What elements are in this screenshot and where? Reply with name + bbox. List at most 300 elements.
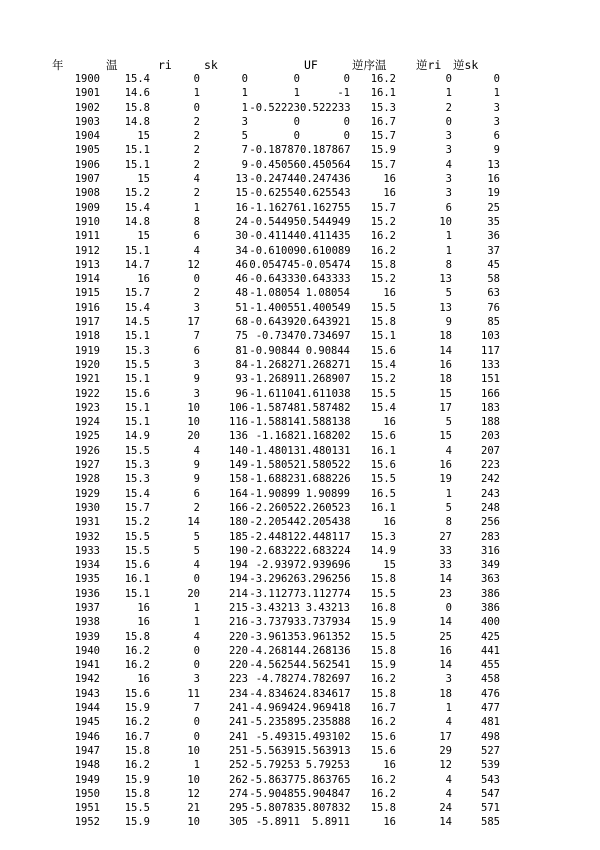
- rev-sk-cell: 316: [481, 544, 500, 557]
- uf-cell: 0: [293, 130, 300, 143]
- temp-cell: 15.4: [124, 201, 150, 214]
- rev-temp-cell: 15.6: [370, 730, 396, 743]
- temp-cell: 16: [137, 673, 150, 686]
- uf-inv-cell: 3.43213: [305, 601, 350, 614]
- ri-cell: 0: [193, 716, 200, 729]
- temp-cell: 15.1: [124, 401, 150, 414]
- ri-cell: 1: [193, 201, 200, 214]
- uf-cell: -4.83462: [249, 687, 300, 700]
- uf-inv-cell: 2.448117: [300, 530, 351, 543]
- year-cell: 1947: [74, 744, 100, 757]
- rev-sk-cell: 117: [481, 344, 500, 357]
- header-rev-temp: 逆序温: [352, 58, 387, 72]
- rev-sk-cell: 13: [487, 158, 500, 171]
- table-row: [0, 487, 600, 501]
- rev-sk-cell: 45: [487, 258, 500, 271]
- rev-sk-cell: 425: [481, 630, 500, 643]
- table-row: [0, 229, 600, 243]
- rev-sk-cell: 19: [487, 187, 500, 200]
- uf-inv-cell: 0.411435: [300, 230, 351, 243]
- uf-inv-cell: 0: [343, 115, 350, 128]
- table-row: [0, 773, 600, 787]
- year-cell: 1923: [74, 401, 100, 414]
- rev-temp-cell: 16: [383, 416, 396, 429]
- uf-inv-cell: 0.90844: [305, 344, 350, 357]
- uf-inv-cell: 5.235888: [300, 716, 351, 729]
- ri-cell: 6: [193, 344, 200, 357]
- sk-cell: 164: [229, 487, 248, 500]
- sk-cell: 16: [235, 201, 248, 214]
- data-table: [0, 72, 600, 830]
- rev-sk-cell: 283: [481, 530, 500, 543]
- rev-sk-cell: 188: [481, 416, 500, 429]
- table-row: [0, 601, 600, 615]
- uf-cell: -3.73793: [249, 616, 300, 629]
- temp-cell: 15.8: [124, 101, 150, 114]
- ri-cell: 3: [193, 387, 200, 400]
- rev-ri-cell: 0: [445, 115, 452, 128]
- rev-sk-cell: 25: [487, 201, 500, 214]
- sk-cell: 3: [241, 115, 248, 128]
- year-cell: 1912: [74, 244, 100, 257]
- sk-cell: 30: [235, 230, 248, 243]
- sk-cell: 194: [229, 573, 248, 586]
- uf-cell: -1.58052: [249, 459, 300, 472]
- rev-temp-cell: 16.1: [370, 444, 396, 457]
- uf-inv-cell: 1.168202: [300, 430, 351, 443]
- rev-ri-cell: 16: [439, 644, 452, 657]
- year-cell: 1932: [74, 530, 100, 543]
- uf-inv-cell: 1.588138: [300, 416, 351, 429]
- rev-temp-cell: 16: [383, 187, 396, 200]
- rev-ri-cell: 3: [445, 187, 452, 200]
- ri-cell: 17: [187, 316, 200, 329]
- table-row: [0, 258, 600, 272]
- sk-cell: 215: [229, 601, 248, 614]
- rev-temp-cell: 16.2: [370, 787, 396, 800]
- rev-sk-cell: 1: [493, 87, 500, 100]
- rev-sk-cell: 223: [481, 459, 500, 472]
- table-row: [0, 172, 600, 186]
- year-cell: 1904: [74, 130, 100, 143]
- year-cell: 1937: [74, 601, 100, 614]
- year-cell: 1908: [74, 187, 100, 200]
- rev-ri-cell: 10: [439, 215, 452, 228]
- table-row: [0, 344, 600, 358]
- rev-sk-cell: 16: [487, 173, 500, 186]
- rev-temp-cell: 15.9: [370, 659, 396, 672]
- temp-cell: 15.7: [124, 287, 150, 300]
- rev-temp-cell: 15.6: [370, 344, 396, 357]
- uf-inv-cell: 2.260523: [300, 501, 351, 514]
- sk-cell: 295: [229, 802, 248, 815]
- uf-cell: -3.96135: [249, 630, 300, 643]
- ri-cell: 10: [187, 816, 200, 829]
- rev-sk-cell: 0: [493, 73, 500, 85]
- sk-cell: 166: [229, 501, 248, 514]
- uf-cell: -1.26891: [249, 373, 300, 386]
- rev-ri-cell: 17: [439, 401, 452, 414]
- sk-cell: 46: [235, 273, 248, 286]
- temp-cell: 15.4: [124, 73, 150, 85]
- rev-ri-cell: 8: [445, 258, 452, 271]
- uf-cell: -1.40055: [249, 301, 300, 314]
- rev-temp-cell: 16.8: [370, 601, 396, 614]
- temp-cell: 15: [137, 130, 150, 143]
- rev-temp-cell: 16.7: [370, 702, 396, 715]
- rev-ri-cell: 18: [439, 687, 452, 700]
- temp-cell: 15.8: [124, 744, 150, 757]
- table-row: [0, 315, 600, 329]
- year-cell: 1920: [74, 358, 100, 371]
- temp-cell: 16.2: [124, 659, 150, 672]
- uf-cell: -4.26814: [249, 644, 300, 657]
- rev-ri-cell: 4: [445, 444, 452, 457]
- uf-inv-cell: 0: [343, 73, 350, 85]
- uf-inv-cell: 4.562541: [300, 659, 351, 672]
- uf-cell: -1.90899: [249, 487, 300, 500]
- sk-cell: 0: [241, 73, 248, 85]
- sk-cell: 216: [229, 616, 248, 629]
- rev-temp-cell: 15.8: [370, 258, 396, 271]
- ri-cell: 20: [187, 430, 200, 443]
- temp-cell: 15.8: [124, 630, 150, 643]
- rev-ri-cell: 1: [445, 87, 452, 100]
- sk-cell: 180: [229, 516, 248, 529]
- temp-cell: 16.7: [124, 730, 150, 743]
- uf-cell: -5.23589: [249, 716, 300, 729]
- rev-temp-cell: 15.5: [370, 587, 396, 600]
- rev-sk-cell: 166: [481, 387, 500, 400]
- table-row: [0, 401, 600, 415]
- rev-temp-cell: 15.5: [370, 387, 396, 400]
- sk-cell: 241: [229, 730, 248, 743]
- temp-cell: 16.2: [124, 759, 150, 772]
- year-cell: 1911: [74, 230, 100, 243]
- uf-inv-cell: -1: [337, 87, 350, 100]
- sk-cell: 214: [229, 587, 248, 600]
- uf-inv-cell: 3.961352: [300, 630, 351, 643]
- temp-cell: 15.5: [124, 802, 150, 815]
- year-cell: 1926: [74, 444, 100, 457]
- rev-ri-cell: 12: [439, 759, 452, 772]
- rev-sk-cell: 58: [487, 273, 500, 286]
- rev-temp-cell: 15.3: [370, 530, 396, 543]
- sk-cell: 96: [235, 387, 248, 400]
- table-row: [0, 272, 600, 286]
- temp-cell: 14.9: [124, 430, 150, 443]
- rev-ri-cell: 5: [445, 287, 452, 300]
- temp-cell: 15.5: [124, 444, 150, 457]
- sk-cell: 9: [241, 158, 248, 171]
- uf-cell: -1.58748: [249, 401, 300, 414]
- rev-ri-cell: 15: [439, 430, 452, 443]
- temp-cell: 15.1: [124, 144, 150, 157]
- year-cell: 1952: [74, 816, 100, 829]
- rev-sk-cell: 539: [481, 759, 500, 772]
- sk-cell: 241: [229, 702, 248, 715]
- sk-cell: 149: [229, 459, 248, 472]
- uf-inv-cell: -0.05474: [300, 258, 351, 271]
- year-cell: 1915: [74, 287, 100, 300]
- table-row: [0, 544, 600, 558]
- table-row: [0, 115, 600, 129]
- rev-ri-cell: 24: [439, 802, 452, 815]
- rev-ri-cell: 3: [445, 144, 452, 157]
- table-row: [0, 615, 600, 629]
- rev-temp-cell: 15.3: [370, 101, 396, 114]
- rev-ri-cell: 25: [439, 630, 452, 643]
- temp-cell: 14.6: [124, 87, 150, 100]
- header-temp: 温: [106, 58, 118, 72]
- rev-ri-cell: 1: [445, 487, 452, 500]
- uf-cell: -5.86377: [249, 773, 300, 786]
- uf-cell: -0.41144: [249, 230, 300, 243]
- year-cell: 1944: [74, 702, 100, 715]
- rev-temp-cell: 15.7: [370, 201, 396, 214]
- year-cell: 1909: [74, 201, 100, 214]
- table-row: [0, 758, 600, 772]
- table-row: [0, 644, 600, 658]
- ri-cell: 7: [193, 702, 200, 715]
- rev-temp-cell: 16: [383, 759, 396, 772]
- ri-cell: 4: [193, 444, 200, 457]
- rev-ri-cell: 14: [439, 659, 452, 672]
- uf-cell: -1.26827: [249, 358, 300, 371]
- year-cell: 1951: [74, 802, 100, 815]
- rev-sk-cell: 151: [481, 373, 500, 386]
- temp-cell: 15.8: [124, 787, 150, 800]
- temp-cell: 16.1: [124, 573, 150, 586]
- rev-temp-cell: 16.2: [370, 773, 396, 786]
- rev-sk-cell: 349: [481, 559, 500, 572]
- rev-temp-cell: 15.8: [370, 687, 396, 700]
- rev-temp-cell: 15.2: [370, 215, 396, 228]
- uf-inv-cell: 1.162755: [300, 201, 351, 214]
- uf-cell: -0.24744: [249, 173, 300, 186]
- rev-temp-cell: 15.5: [370, 630, 396, 643]
- year-cell: 1900: [74, 73, 100, 85]
- table-row: [0, 515, 600, 529]
- uf-cell: 1: [293, 87, 300, 100]
- sk-cell: 81: [235, 344, 248, 357]
- table-row: [0, 244, 600, 258]
- rev-temp-cell: 16: [383, 516, 396, 529]
- year-cell: 1913: [74, 258, 100, 271]
- uf-cell: 0: [293, 73, 300, 85]
- rev-sk-cell: 183: [481, 401, 500, 414]
- year-cell: 1906: [74, 158, 100, 171]
- table-row: [0, 429, 600, 443]
- temp-cell: 14.5: [124, 316, 150, 329]
- rev-sk-cell: 243: [481, 487, 500, 500]
- year-cell: 1928: [74, 473, 100, 486]
- rev-ri-cell: 17: [439, 730, 452, 743]
- rev-temp-cell: 16.1: [370, 87, 396, 100]
- rev-temp-cell: 14.9: [370, 544, 396, 557]
- year-cell: 1917: [74, 316, 100, 329]
- uf-cell: -5.8911: [255, 816, 300, 829]
- sk-cell: 190: [229, 544, 248, 557]
- uf-inv-cell: 0.610089: [300, 244, 351, 257]
- ri-cell: 0: [193, 644, 200, 657]
- rev-ri-cell: 5: [445, 416, 452, 429]
- table-row: [0, 358, 600, 372]
- rev-sk-cell: 481: [481, 716, 500, 729]
- ri-cell: 9: [193, 373, 200, 386]
- rev-sk-cell: 386: [481, 601, 500, 614]
- year-cell: 1905: [74, 144, 100, 157]
- table-row: [0, 787, 600, 801]
- table-row: [0, 815, 600, 829]
- table-row: [0, 630, 600, 644]
- year-cell: 1921: [74, 373, 100, 386]
- temp-cell: 15.3: [124, 344, 150, 357]
- rev-sk-cell: 386: [481, 587, 500, 600]
- year-cell: 1903: [74, 115, 100, 128]
- rev-ri-cell: 1: [445, 702, 452, 715]
- uf-inv-cell: 0.643921: [300, 316, 351, 329]
- uf-cell: -0.45056: [249, 158, 300, 171]
- ri-cell: 0: [193, 659, 200, 672]
- rev-ri-cell: 8: [445, 516, 452, 529]
- sk-cell: 48: [235, 287, 248, 300]
- uf-cell: -1.08054: [249, 287, 300, 300]
- rev-sk-cell: 63: [487, 287, 500, 300]
- ri-cell: 21: [187, 802, 200, 815]
- table-row: [0, 372, 600, 386]
- sk-cell: 106: [229, 401, 248, 414]
- ri-cell: 4: [193, 559, 200, 572]
- ri-cell: 10: [187, 401, 200, 414]
- uf-cell: -4.56254: [249, 659, 300, 672]
- uf-cell: -5.4931: [255, 730, 300, 743]
- table-row: [0, 672, 600, 686]
- sk-cell: 7: [241, 144, 248, 157]
- rev-temp-cell: 15.9: [370, 616, 396, 629]
- rev-ri-cell: 14: [439, 573, 452, 586]
- uf-cell: -0.52223: [249, 101, 300, 114]
- sk-cell: 1: [241, 101, 248, 114]
- sk-cell: 223: [229, 673, 248, 686]
- ri-cell: 2: [193, 501, 200, 514]
- uf-inv-cell: 0.734697: [300, 330, 351, 343]
- rev-sk-cell: 37: [487, 244, 500, 257]
- table-row: [0, 744, 600, 758]
- uf-cell: -1.48013: [249, 444, 300, 457]
- rev-ri-cell: 16: [439, 358, 452, 371]
- uf-cell: -1.68823: [249, 473, 300, 486]
- temp-cell: 15.1: [124, 416, 150, 429]
- temp-cell: 16.2: [124, 644, 150, 657]
- year-cell: 1939: [74, 630, 100, 643]
- rev-sk-cell: 458: [481, 673, 500, 686]
- uf-inv-cell: 5.807832: [300, 802, 351, 815]
- uf-cell: -1.16276: [249, 201, 300, 214]
- rev-temp-cell: 16.2: [370, 73, 396, 85]
- ri-cell: 0: [193, 73, 200, 85]
- table-row: [0, 558, 600, 572]
- rev-temp-cell: 16.2: [370, 244, 396, 257]
- ri-cell: 3: [193, 301, 200, 314]
- sk-cell: 305: [229, 816, 248, 829]
- uf-inv-cell: 5.863765: [300, 773, 351, 786]
- year-cell: 1910: [74, 215, 100, 228]
- year-cell: 1902: [74, 101, 100, 114]
- table-row: [0, 472, 600, 486]
- rev-temp-cell: 15: [383, 559, 396, 572]
- uf-cell: -0.90844: [249, 344, 300, 357]
- ri-cell: 12: [187, 787, 200, 800]
- uf-inv-cell: 3.296256: [300, 573, 351, 586]
- rev-sk-cell: 256: [481, 516, 500, 529]
- sk-cell: 5: [241, 130, 248, 143]
- rev-sk-cell: 76: [487, 301, 500, 314]
- rev-temp-cell: 15.8: [370, 644, 396, 657]
- rev-ri-cell: 27: [439, 530, 452, 543]
- rev-ri-cell: 13: [439, 273, 452, 286]
- temp-cell: 14.7: [124, 258, 150, 271]
- year-cell: 1916: [74, 301, 100, 314]
- uf-inv-cell: 1.400549: [300, 301, 351, 314]
- table-row: [0, 458, 600, 472]
- temp-cell: 16: [137, 601, 150, 614]
- sk-cell: 13: [235, 173, 248, 186]
- rev-temp-cell: 16.2: [370, 230, 396, 243]
- rev-ri-cell: 4: [445, 158, 452, 171]
- rev-ri-cell: 0: [445, 73, 452, 85]
- rev-ri-cell: 14: [439, 616, 452, 629]
- table-row: [0, 572, 600, 586]
- rev-temp-cell: 16.1: [370, 501, 396, 514]
- uf-cell: -2.9397: [255, 559, 300, 572]
- uf-inv-cell: 0.544949: [300, 215, 351, 228]
- rev-sk-cell: 547: [481, 787, 500, 800]
- table-row: [0, 215, 600, 229]
- temp-cell: 15.4: [124, 487, 150, 500]
- rev-sk-cell: 36: [487, 230, 500, 243]
- rev-ri-cell: 33: [439, 559, 452, 572]
- ri-cell: 10: [187, 773, 200, 786]
- year-cell: 1950: [74, 787, 100, 800]
- uf-inv-cell: 5.904847: [300, 787, 351, 800]
- sk-cell: 1: [241, 87, 248, 100]
- rev-ri-cell: 33: [439, 544, 452, 557]
- sk-cell: 51: [235, 301, 248, 314]
- table-row: [0, 687, 600, 701]
- uf-inv-cell: 3.737934: [300, 616, 351, 629]
- rev-sk-cell: 527: [481, 744, 500, 757]
- rev-ri-cell: 13: [439, 301, 452, 314]
- rev-sk-cell: 103: [481, 330, 500, 343]
- table-row: [0, 415, 600, 429]
- year-cell: 1946: [74, 730, 100, 743]
- ri-cell: 0: [193, 573, 200, 586]
- table-row: [0, 101, 600, 115]
- year-cell: 1930: [74, 501, 100, 514]
- rev-sk-cell: 477: [481, 702, 500, 715]
- table-row: [0, 143, 600, 157]
- uf-cell: -0.64333: [249, 273, 300, 286]
- sk-cell: 220: [229, 630, 248, 643]
- rev-ri-cell: 29: [439, 744, 452, 757]
- uf-cell: -2.44812: [249, 530, 300, 543]
- table-row: [0, 329, 600, 343]
- rev-sk-cell: 400: [481, 616, 500, 629]
- sk-cell: 220: [229, 644, 248, 657]
- temp-cell: 15.9: [124, 816, 150, 829]
- temp-cell: 15: [137, 173, 150, 186]
